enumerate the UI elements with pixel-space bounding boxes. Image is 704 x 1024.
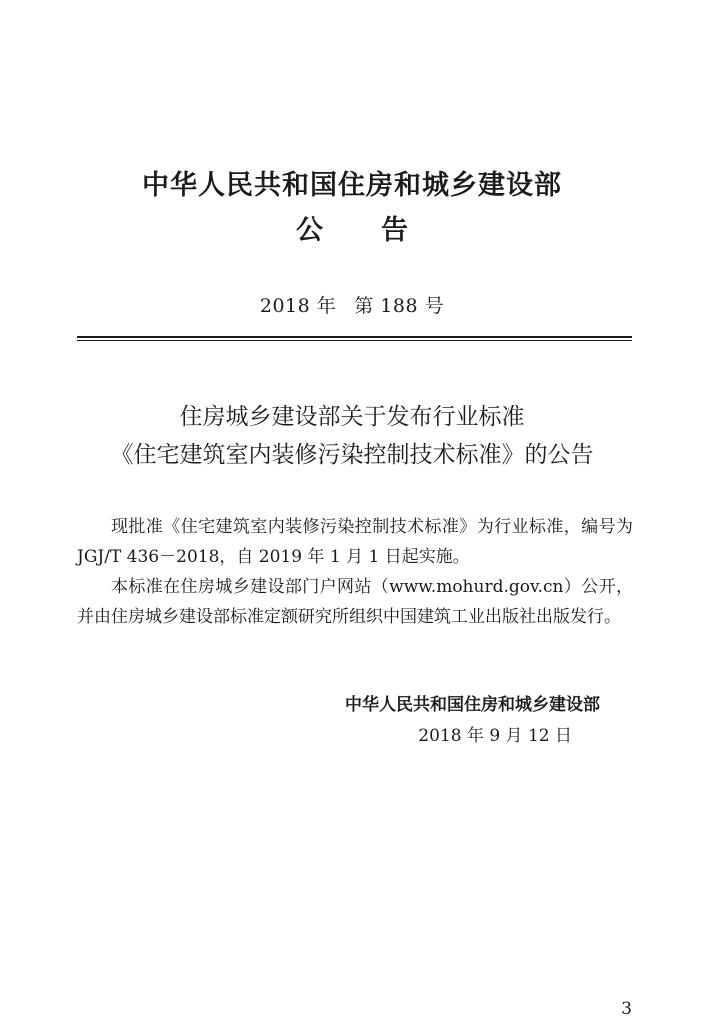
body-paragraph-1: 现批准《住宅建筑室内装修污染控制技术标准》为行业标准，编号为 JGJ/T 436－2018，自 2019 年 1 月 1 日起实施。 — [77, 517, 633, 567]
notice-title — [0, 398, 704, 474]
announcement-char-1: 公 — [296, 215, 323, 246]
announcement-char-2: 告 — [381, 215, 408, 246]
issue-no: 第 188 号 — [354, 295, 445, 317]
header-divider-thin — [77, 340, 632, 341]
notice-title-line-2: 《住宅建筑室内装修污染控制技术标准》的公告 — [110, 442, 594, 468]
header-divider-thick — [77, 336, 632, 338]
issuer-signature: 中华人民共和国住房和城乡建设部 — [345, 695, 600, 715]
issue-date: 2018 年 9 月 12 日 — [418, 726, 572, 746]
issue-number — [0, 292, 704, 320]
page-number: 3 — [621, 999, 632, 1019]
issue-year: 2018 年 — [259, 295, 337, 317]
notice-body — [77, 512, 633, 632]
ministry-title: 中华人民共和国住房和城乡建设部 — [142, 170, 562, 201]
announcement-title — [0, 213, 704, 249]
body-paragraph-2: 本标准在住房城乡建设部门户网站（www.mohurd.gov.cn）公开，并由住房城乡建设部标准定额研究所组织中国建筑工业出版社出版发行。 — [77, 577, 633, 627]
notice-title-line-1: 住房城乡建设部关于发布行业标准 — [179, 404, 525, 430]
